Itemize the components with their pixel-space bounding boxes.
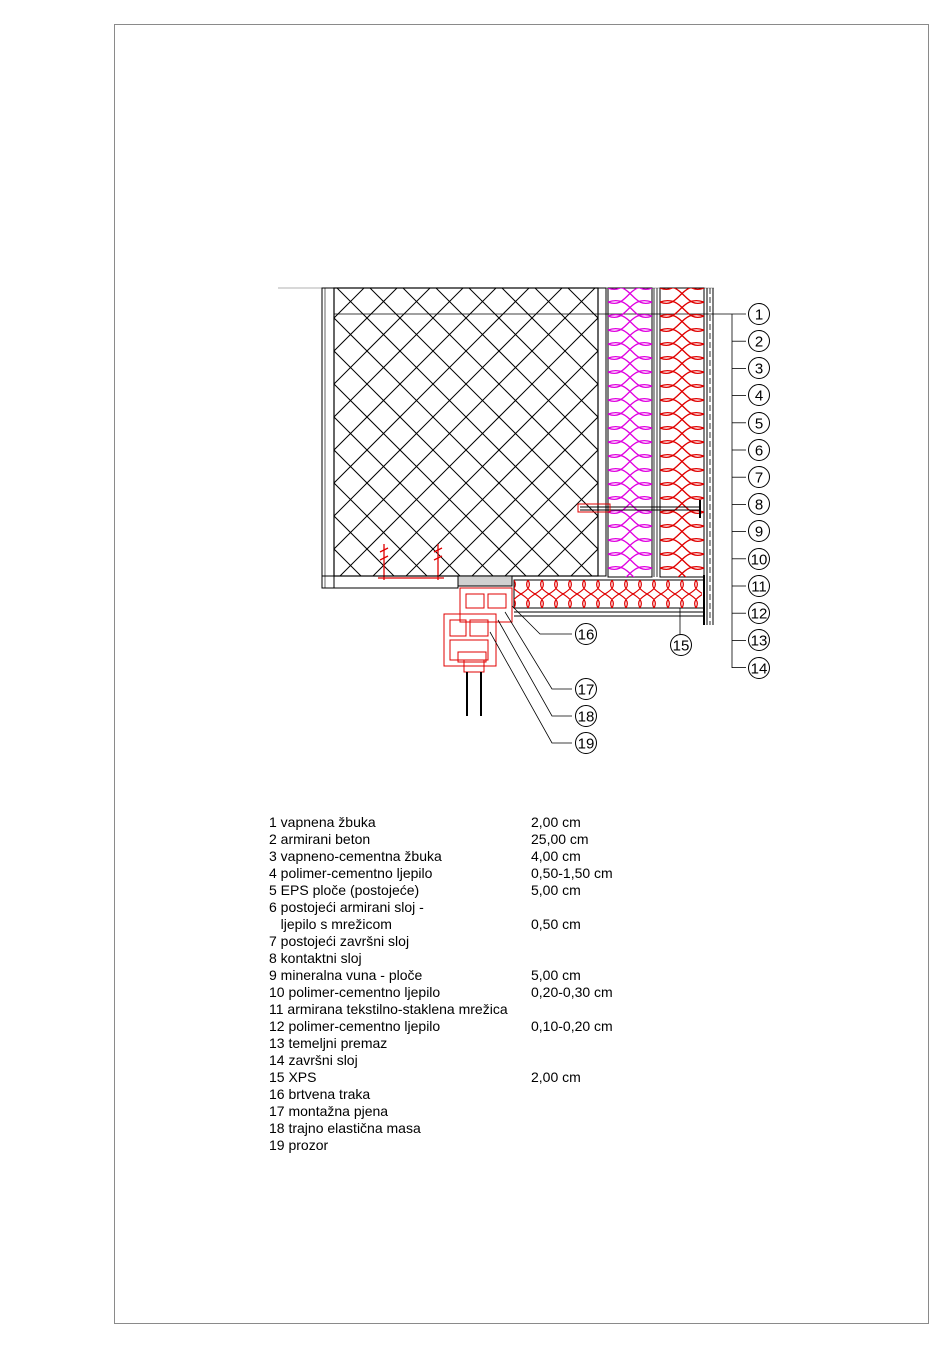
callout-8: [749, 494, 770, 515]
legend-row: [269, 899, 689, 916]
callout-number: 10: [750, 551, 768, 569]
legend-thickness: 5,00 cm: [531, 882, 581, 898]
legend-row: [269, 984, 689, 1001]
callout-11: [749, 576, 770, 597]
legend-material: 10 polimer-cementno ljepilo: [269, 984, 441, 1000]
legend-row: [269, 1052, 689, 1069]
legend-material: 14 završni sloj: [269, 1052, 358, 1068]
legend-material: 12 polimer-cementno ljepilo: [269, 1018, 441, 1034]
legend-material: 6 postojeći armirani sloj -: [269, 899, 424, 915]
callout-18: [576, 706, 597, 727]
callout-number: 5: [754, 415, 764, 433]
callout-number: 8: [754, 496, 764, 514]
callout-9: [749, 521, 770, 542]
legend-row: [269, 1069, 689, 1086]
render-layer-3: [598, 288, 606, 576]
legend-row: [269, 916, 689, 933]
callout-number: 3: [754, 360, 764, 378]
callout-1: [749, 304, 770, 325]
callout-number: 1: [754, 306, 764, 324]
legend-row: [269, 831, 689, 848]
legend-thickness: 2,00 cm: [531, 1069, 581, 1085]
legend-row: [269, 967, 689, 984]
legend-material: 1 vapnena žbuka: [269, 814, 376, 830]
callout-10: [749, 549, 770, 570]
legend-material: 16 brtvena traka: [269, 1086, 371, 1102]
legend-thickness: 0,50-1,50 cm: [531, 865, 613, 881]
callout-15: [671, 635, 692, 656]
callout-number: 13: [750, 632, 768, 650]
legend-thickness: 2,00 cm: [531, 814, 581, 830]
materials-legend: [269, 814, 689, 1154]
legend-row: [269, 1137, 689, 1154]
legend-row: [269, 1001, 689, 1018]
callout-number: 12: [750, 605, 768, 623]
callout-number: 19: [577, 735, 595, 753]
legend-row: [269, 848, 689, 865]
callout-number: 18: [577, 708, 595, 726]
callout-number: 2: [754, 333, 764, 351]
legend-material: 9 mineralna vuna - ploče: [269, 967, 423, 983]
legend-row: [269, 1035, 689, 1052]
callout-number: 6: [754, 442, 764, 460]
legend-material: 2 armirani beton: [269, 831, 371, 847]
legend-material: 18 trajno elastična masa: [269, 1120, 421, 1136]
legend-thickness: 5,00 cm: [531, 967, 581, 983]
callout-number: 4: [754, 387, 764, 405]
eps-insulation: [608, 273, 652, 598]
legend-thickness: 0,50 cm: [531, 916, 581, 932]
legend-row: [269, 1120, 689, 1137]
callout-12: [749, 603, 770, 624]
legend-material: 3 vapneno-cementna žbuka: [269, 848, 442, 864]
callout-number: 17: [577, 681, 595, 699]
legend-thickness: 4,00 cm: [531, 848, 581, 864]
callout-leaders-right: [714, 314, 746, 668]
legend-row: [269, 1018, 689, 1035]
concrete-outline: [334, 288, 598, 576]
callout-number: 15: [672, 637, 690, 655]
callout-5: [749, 413, 770, 434]
legend-material: 7 postojeći završni sloj: [269, 933, 410, 949]
legend-material: 15 XPS: [269, 1069, 317, 1085]
legend-row: [269, 865, 689, 882]
callout-19: [576, 733, 597, 754]
callout-13: [749, 630, 770, 651]
callout-4: [749, 385, 770, 406]
legend-material: 13 temeljni premaz: [269, 1035, 388, 1051]
legend-row: [269, 933, 689, 950]
callout-14: [749, 658, 770, 679]
callout-2: [749, 331, 770, 352]
xps-insulation: [499, 580, 726, 608]
callout-number: 11: [751, 578, 767, 596]
legend-row: [269, 1103, 689, 1120]
callout-3: [749, 358, 770, 379]
callout-7: [749, 467, 770, 488]
callout-number: 9: [754, 523, 764, 541]
legend-row: [269, 882, 689, 899]
legend-material: 11 armirana tekstilno-staklena mrežica: [269, 1001, 508, 1017]
callout-number: 14: [750, 660, 768, 678]
window-glass: [467, 672, 481, 716]
legend-material: 4 polimer-cementno ljepilo: [269, 865, 433, 881]
legend-material: 19 prozor: [269, 1137, 329, 1153]
mineral-wool-insulation: [660, 273, 704, 598]
legend-material: 8 kontaktni sloj: [269, 950, 362, 966]
callout-number: 16: [577, 626, 595, 644]
callout-number: 7: [754, 469, 764, 487]
legend-thickness: 25,00 cm: [531, 831, 589, 847]
window-profile: [444, 588, 512, 672]
legend-thickness: 0,10-0,20 cm: [531, 1018, 613, 1034]
legend-row: [269, 1086, 689, 1103]
plaster-layer-1: [322, 288, 334, 588]
legend-row: [269, 814, 689, 831]
legend-material: ljepilo s mrežicom: [269, 916, 392, 932]
callout-6: [749, 440, 770, 461]
sealing-tape: [458, 576, 512, 586]
legend-material: 17 montažna pjena: [269, 1103, 389, 1119]
legend-material: 5 EPS ploče (postojeće): [269, 882, 420, 898]
legend-thickness: 0,20-0,30 cm: [531, 984, 613, 1000]
legend-row: [269, 950, 689, 967]
callout-17: [576, 679, 597, 700]
callout-16: [576, 624, 597, 645]
